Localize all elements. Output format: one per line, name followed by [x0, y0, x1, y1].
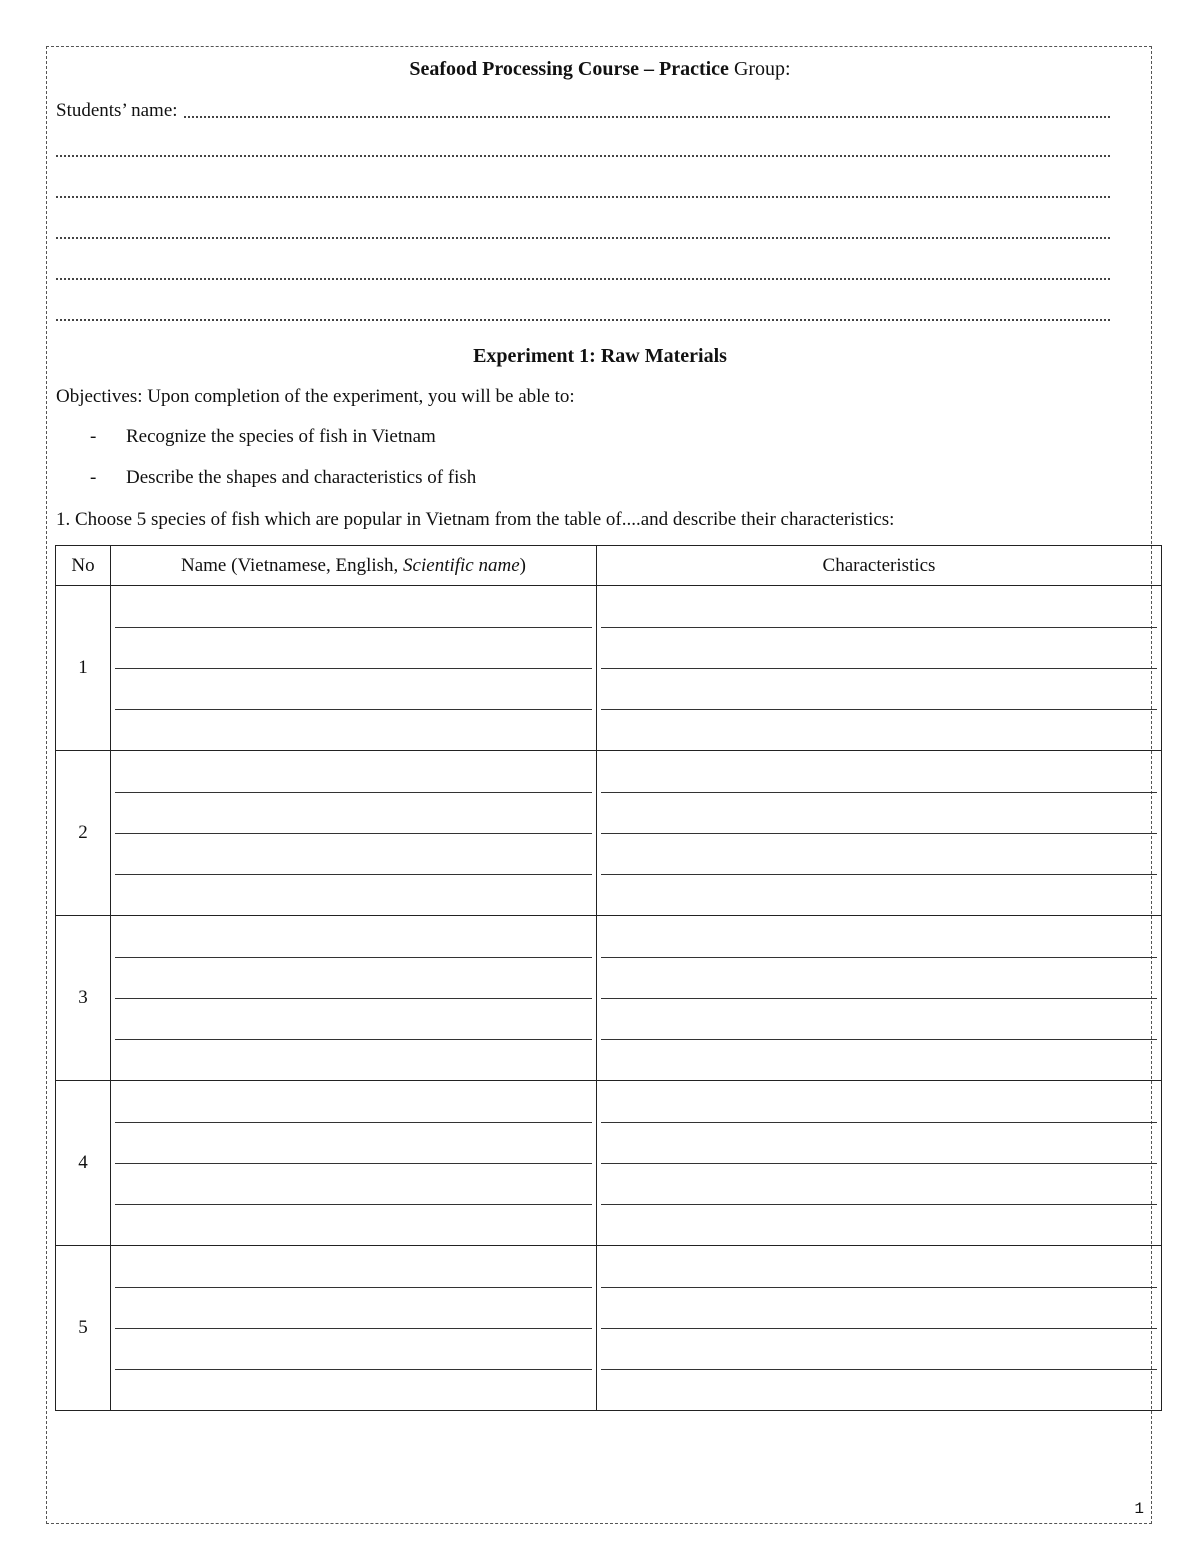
characteristics-cell[interactable]: [597, 751, 1162, 916]
experiment-title: Experiment 1: Raw Materials: [473, 345, 727, 367]
table-row: [56, 586, 1162, 751]
name-cell[interactable]: [111, 751, 597, 916]
writing-line: [601, 1328, 1157, 1329]
students-name-dotted-line-6[interactable]: [56, 319, 1110, 321]
writing-line: [601, 1122, 1157, 1123]
characteristics-cell[interactable]: [597, 1246, 1162, 1411]
name-cell[interactable]: [111, 586, 597, 751]
students-name-dotted-line-2[interactable]: [56, 155, 1110, 157]
writing-line: [115, 1328, 592, 1329]
objective-item: - Recognize the species of fish in Vietnam: [90, 426, 436, 447]
writing-line: [601, 1204, 1157, 1205]
group-label: Group:: [733, 58, 791, 80]
writing-line: [115, 833, 592, 834]
writing-line: [115, 1122, 592, 1123]
row-number: 2: [56, 751, 111, 916]
writing-line: [115, 1287, 592, 1288]
name-cell[interactable]: [111, 916, 597, 1081]
course-title: Seafood Processing Course – Practice: [409, 58, 729, 80]
writing-line: [115, 1163, 592, 1164]
writing-line: [115, 1039, 592, 1040]
writing-line: [601, 1039, 1157, 1040]
writing-line: [115, 998, 592, 999]
writing-line: [115, 1204, 592, 1205]
writing-line: [601, 1163, 1157, 1164]
students-name-dotted-line-5[interactable]: [56, 278, 1110, 280]
table-row: [56, 1081, 1162, 1246]
characteristics-cell[interactable]: [597, 586, 1162, 751]
writing-line: [601, 1287, 1157, 1288]
writing-line: [115, 668, 592, 669]
objective-text: Recognize the species of fish in Vietnam: [126, 426, 436, 447]
row-number: 4: [56, 1081, 111, 1246]
fish-species-table: [55, 545, 1162, 1411]
name-cell[interactable]: [111, 1081, 597, 1246]
row-number: 5: [56, 1246, 111, 1411]
page-number: 1: [1134, 1500, 1144, 1518]
writing-line: [601, 957, 1157, 958]
writing-line: [601, 627, 1157, 628]
writing-line: [115, 957, 592, 958]
writing-line: [115, 709, 592, 710]
objectives-intro: Objectives: Upon completion of the experiment, you will be able to:: [56, 386, 575, 407]
header-name: Name (Vietnamese, English, Scientific name): [111, 546, 597, 586]
writing-line: [115, 792, 592, 793]
students-name-line[interactable]: [56, 100, 1110, 122]
header-no: No: [56, 546, 111, 586]
table-row: [56, 916, 1162, 1081]
writing-line: [115, 874, 592, 875]
writing-line: [601, 833, 1157, 834]
writing-line: [601, 709, 1157, 710]
course-title-line: [0, 58, 1200, 81]
writing-line: [115, 627, 592, 628]
students-name-dotted-line-3[interactable]: [56, 196, 1110, 198]
row-number: 1: [56, 586, 111, 751]
characteristics-cell[interactable]: [597, 916, 1162, 1081]
objective-text: Describe the shapes and characteristics of fish: [126, 467, 477, 488]
characteristics-cell[interactable]: [597, 1081, 1162, 1246]
table-row: [56, 751, 1162, 916]
students-name-dotted-line-4[interactable]: [56, 237, 1110, 239]
writing-line: [601, 1369, 1157, 1370]
table-header-row: [56, 546, 1162, 586]
name-cell[interactable]: [111, 1246, 597, 1411]
writing-line: [601, 792, 1157, 793]
writing-line: [601, 668, 1157, 669]
students-name-label: Students’ name:: [56, 100, 178, 121]
task-instruction: 1. Choose 5 species of fish which are popular in Vietnam from the table of....and describe their characteristics:: [56, 509, 895, 530]
objective-item: - Describe the shapes and characteristics of fish: [90, 467, 477, 488]
header-characteristics: Characteristics: [597, 546, 1162, 586]
table-row: [56, 1246, 1162, 1411]
writing-line: [115, 1369, 592, 1370]
row-number: 3: [56, 916, 111, 1081]
students-name-fill[interactable]: [184, 116, 1110, 118]
writing-line: [601, 874, 1157, 875]
writing-line: [601, 998, 1157, 999]
